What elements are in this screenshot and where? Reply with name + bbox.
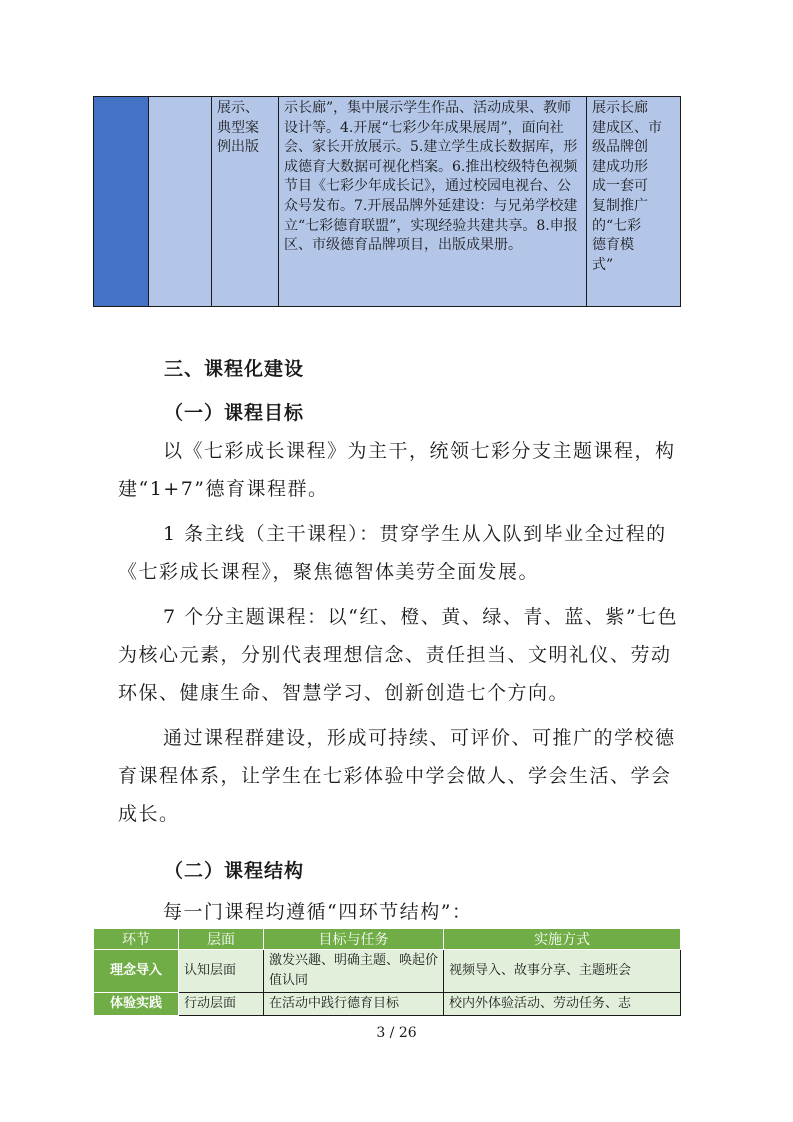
subsection-heading-structure: （二）课程结构 [164, 860, 305, 882]
cell-goal: 在活动中践行德育目标 [264, 993, 444, 1016]
table-cell-outcome: 展示长廊 建成区、市 级品牌创 建成功形 成一套可 复制推广 的“七彩 德育模 式” [587, 97, 681, 307]
header-level: 层面 [179, 929, 264, 950]
paragraph-course-group: 以《七彩成长课程》为主干，统领七彩分支主题课程，构建“1+7”德育课程群。 [118, 440, 676, 500]
table-cell-content: 示长廊”，集中展示学生作品、活动成果、教师设计等。4.开展“七彩少年成果展周”，面向社会、家长开放展示。5.建立学生成长数据库，形成德育大数据可视化档案。6.推出校级特色视频节目《七彩少年成长记》，通过校园电视台、公众号发布。7.开展品牌外延建设：与兄弟学校建立“七彩德育联盟”，实现经验共建共享。8.申报区、市级德育品牌项目，出版成果册。 [279, 97, 587, 307]
table-cell-stage [149, 97, 212, 307]
section-heading: 三、课程化建设 [164, 358, 305, 380]
table-row [94, 950, 681, 993]
cell-level: 行动层面 [179, 993, 264, 1016]
cell-stage: 理念导入 [94, 950, 179, 993]
table-row [94, 97, 681, 307]
table-row [94, 993, 681, 1016]
cell-goal: 激发兴趣、明确主题、唤起价值认同 [264, 950, 444, 993]
cell-level: 认知层面 [179, 950, 264, 993]
table-cell-method: 展示、 典型案 例出版 [212, 97, 279, 307]
table-header-row [94, 929, 681, 950]
structure-table [93, 928, 681, 1016]
paragraph-main-line: 1 条主线（主干课程）：贯穿学生从入队到毕业全过程的《七彩成长课程》，聚焦德智体美劳全面发展。 [118, 523, 667, 583]
header-stage: 环节 [94, 929, 179, 950]
header-goal: 目标与任务 [264, 929, 444, 950]
page-number: 3 / 26 [376, 1025, 417, 1041]
cell-method: 校内外体验活动、劳动任务、志 [444, 993, 681, 1016]
cell-stage: 体验实践 [94, 993, 179, 1016]
subsection-heading-goals: （一）课程目标 [164, 402, 305, 424]
paragraph-four-steps: 每一门课程均遵循“四环节结构”： [163, 901, 473, 923]
header-method: 实施方式 [444, 929, 681, 950]
paragraph-system: 通过课程群建设，形成可持续、可评价、可推广的学校德育课程体系，让学生在七彩体验中学会做人、学会生活、学会成长。 [118, 727, 676, 825]
cell-method: 视频导入、故事分享、主题班会 [444, 950, 681, 993]
continued-table [93, 96, 681, 307]
table-cell-index [94, 97, 149, 307]
paragraph-seven-themes: 7 个分主题课程：以“红、橙、黄、绿、青、蓝、紫”七色为核心元素，分别代表理想信念、责任担当、文明礼仪、劳动环保、健康生命、智慧学习、创新创造七个方向。 [118, 606, 679, 704]
